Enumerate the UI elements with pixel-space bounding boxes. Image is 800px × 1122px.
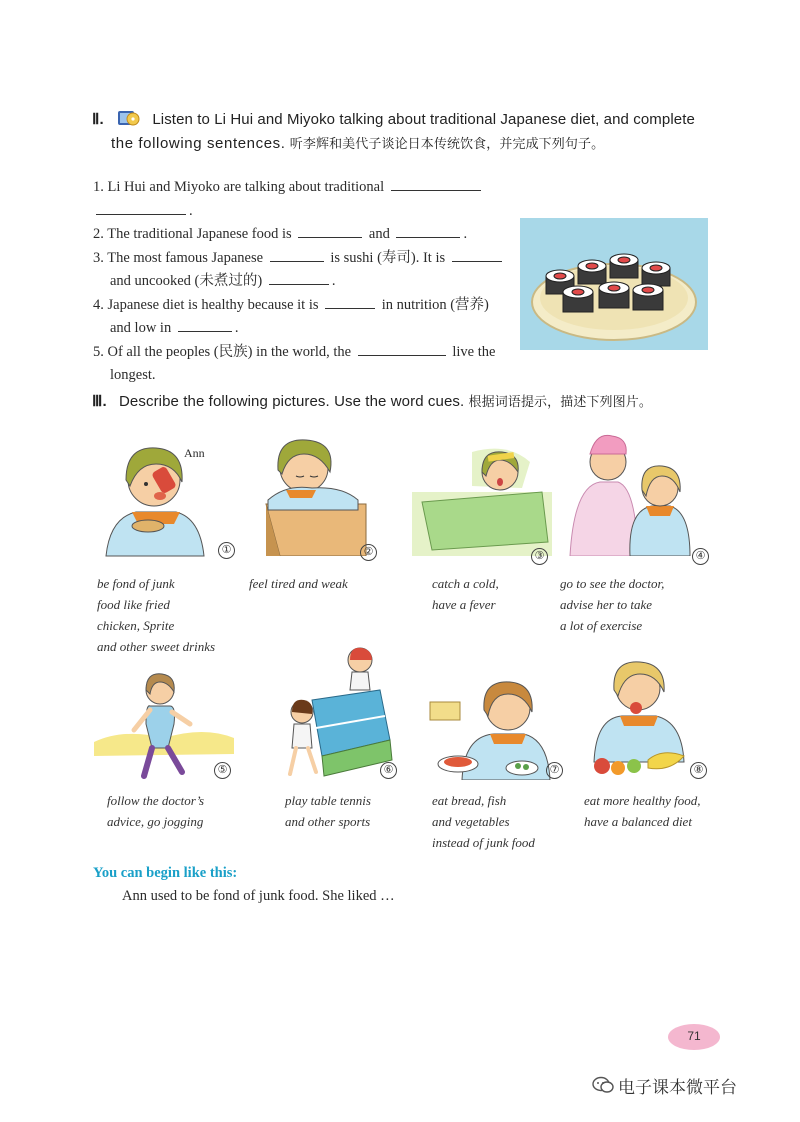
picture-number-6: ⑥ — [380, 762, 397, 779]
answer-blank — [391, 177, 481, 191]
sentence-1: 1. Li Hui and Miyoko are talking about traditional . — [93, 176, 523, 223]
answer-blank — [452, 248, 502, 262]
sentence-2: 2. The traditional Japanese food is and . — [93, 226, 468, 242]
picture-4-doctor — [566, 426, 696, 556]
picture-number-3: ③ — [531, 548, 548, 565]
picture-5-cue: follow the doctor’s advice, go jogging — [107, 793, 205, 829]
picture-number-5: ⑤ — [214, 762, 231, 779]
picture-3-sick-in-bed — [412, 432, 552, 556]
sentence-3: 3. The most famous Japanese is sushi (寿司). It is — [93, 247, 523, 271]
wechat-icon — [592, 1076, 614, 1099]
section-2-title-line1: Listen to Li Hui and Miyoko talking about traditional Japanese diet, and complete — [152, 111, 695, 128]
picture-4-cue: go to see the doctor, advise her to take a lot of exercise — [560, 576, 665, 633]
section-3-title-cn: 根据词语提示，描述下列图片。 — [468, 395, 652, 410]
watermark-text: 电子课本微平台 — [618, 1078, 737, 1098]
picture-number-4: ④ — [692, 548, 709, 565]
picture-5-jogging — [94, 664, 234, 780]
answer-blank — [396, 224, 460, 238]
section-3-title: Describe the following pictures. Use the word cues. — [119, 393, 465, 410]
answer-blank — [325, 295, 375, 309]
picture-1-ann-eating — [96, 428, 236, 558]
answer-blank — [96, 201, 186, 215]
sushi-illustration — [520, 218, 708, 350]
picture-2-cue: feel tired and weak — [249, 576, 348, 591]
picture-7-cue: eat bread, fish and vegetables instead of junk food — [432, 793, 535, 850]
picture-number-1: ① — [218, 542, 235, 559]
section-2-numeral: Ⅱ. — [92, 111, 104, 128]
picture-1-cue: be fond of junk food like fried chicken, Sprite and other sweet drinks — [97, 576, 216, 654]
begin-title: You can begin like this: — [93, 865, 238, 881]
sentence-5-cont: longest. — [110, 367, 156, 383]
answer-blank — [270, 248, 324, 262]
picture-8-cue: eat more healthy food, have a balanced diet — [584, 793, 701, 829]
section-3-numeral: Ⅲ. — [92, 393, 107, 410]
picture-number-7: ⑦ — [546, 762, 563, 779]
section-2-title-line2: the following sentences. — [111, 135, 286, 152]
picture-2-tired — [246, 430, 376, 556]
answer-blank — [298, 224, 362, 238]
picture-number-2: ② — [360, 544, 377, 561]
picture-number-8: ⑧ — [690, 762, 707, 779]
sentence-4-cont: and low in . — [110, 320, 239, 336]
audio-cd-icon — [116, 108, 140, 128]
picture-3-cue: catch a cold, have a fever — [432, 576, 499, 612]
answer-blank — [178, 318, 232, 332]
begin-text: Ann used to be fond of junk food. She liked … — [122, 888, 395, 904]
section-3-header — [92, 392, 732, 413]
picture-6-cue: play table tennis and other sports — [285, 793, 371, 829]
sentence-4: 4. Japanese diet is healthy because it is in nutrition (营养) — [93, 296, 489, 313]
answer-blank — [358, 342, 446, 356]
picture-8-balanced-diet — [584, 652, 694, 778]
ann-label: Ann — [184, 446, 205, 460]
picture-7-healthy-food — [428, 664, 558, 780]
sentence-5: 5. Of all the peoples (民族) in the world, the live the — [93, 343, 496, 360]
sentence-list — [93, 176, 523, 388]
sentence-3-cont: and uncooked (未煮过的) . — [110, 273, 336, 289]
answer-blank — [269, 271, 329, 285]
section-2-header — [92, 108, 732, 155]
page-number: 71 — [668, 1024, 720, 1050]
section-2-title-cn: 听李辉和美代子谈论日本传统饮食，并完成下列句子。 — [289, 137, 605, 152]
